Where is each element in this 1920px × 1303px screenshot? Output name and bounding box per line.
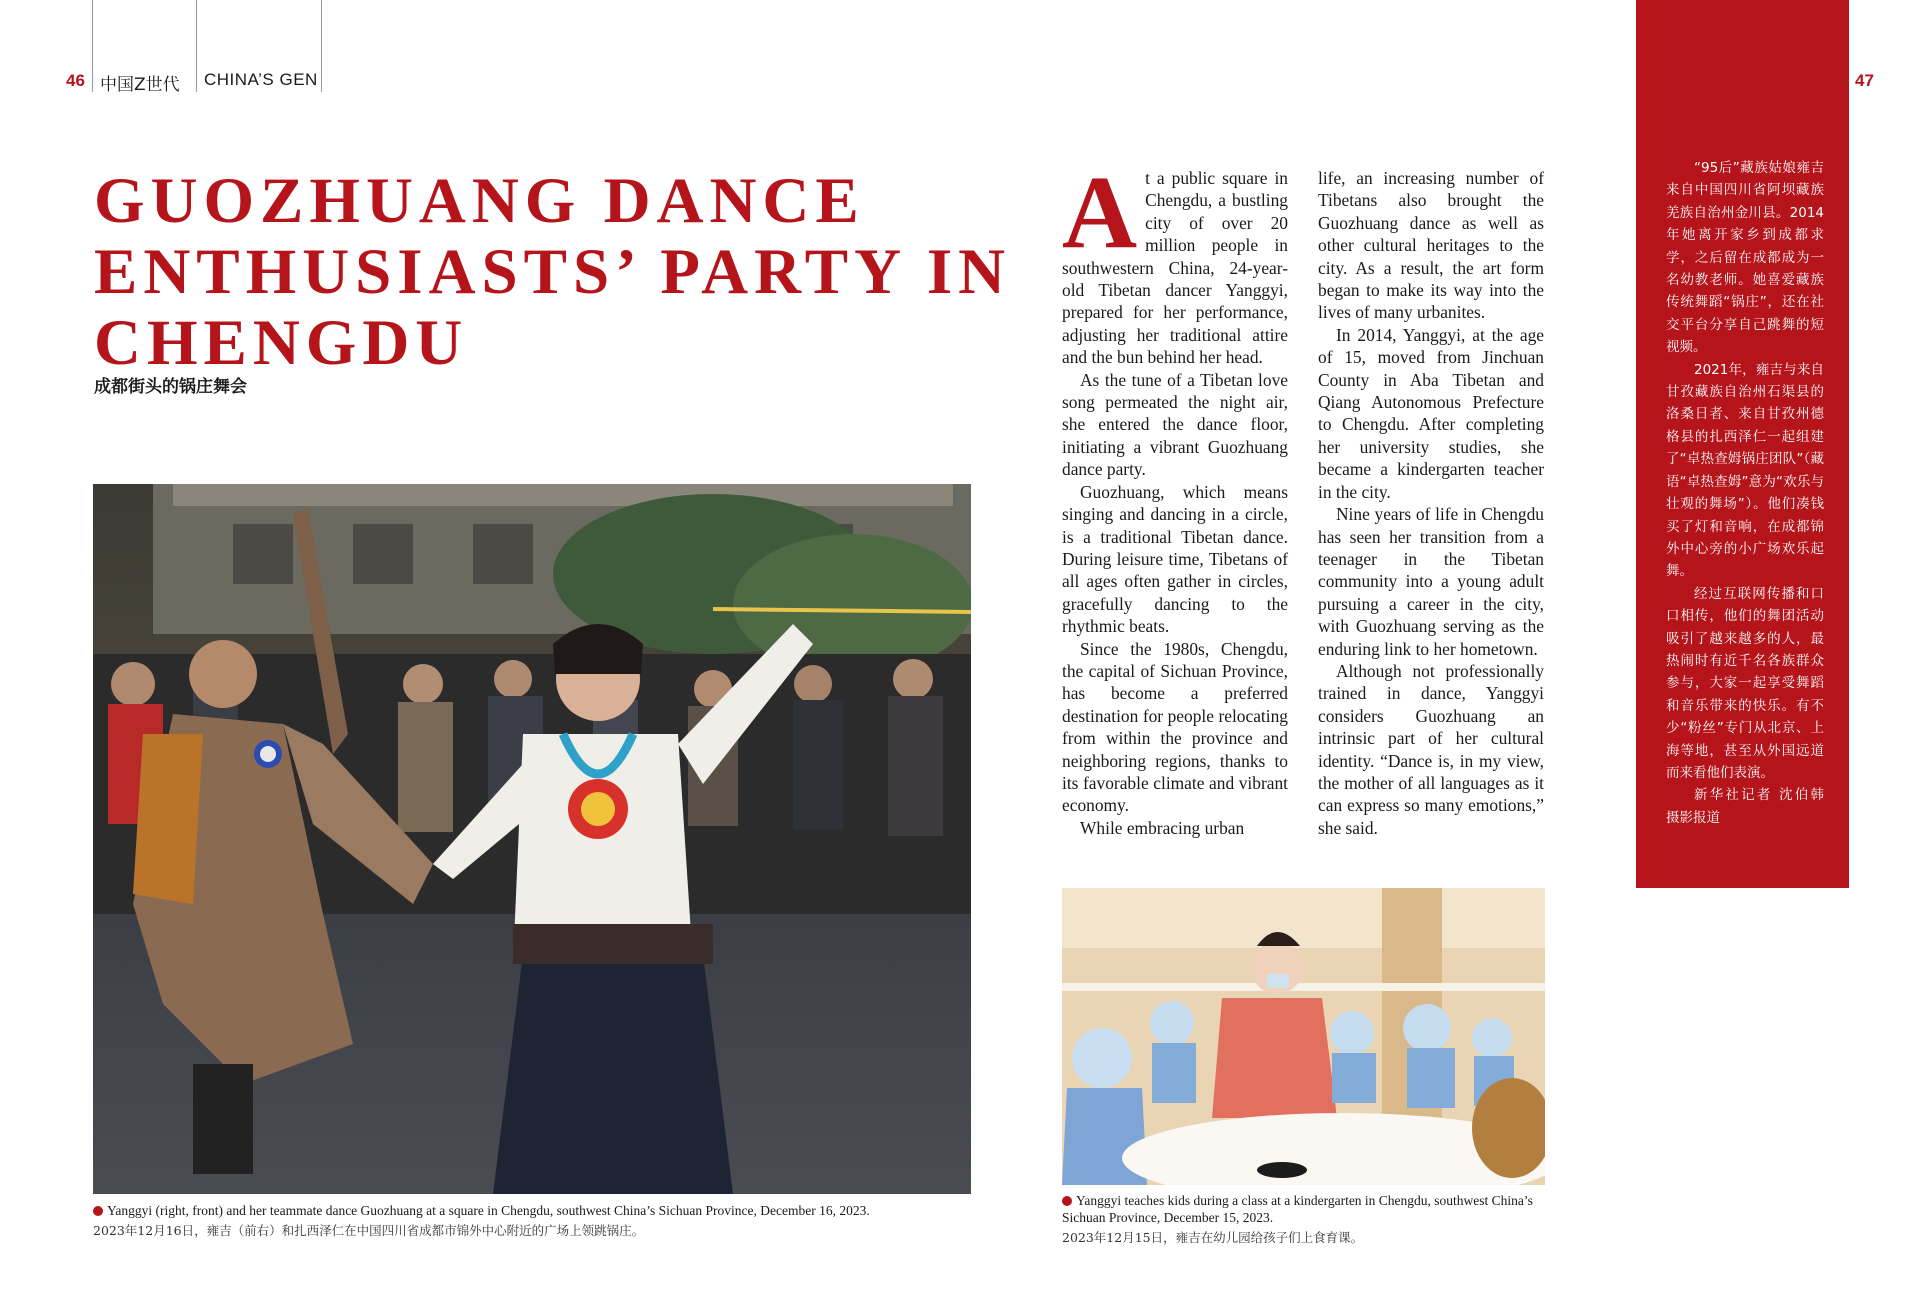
article-paragraph: life, an increasing number of Tibetans also brought the Guozhuang dance as well as other cultural heritages to the city. As a result, the art form began to make its way into the lives of many urbanites. — [1318, 168, 1544, 323]
article-paragraph: As the tune of a Tibetan love song permeated the night air, she entered the dance floor, initiating a vibrant Guozhuang dance party. — [1062, 369, 1288, 480]
kindergarten-photo-caption-text: Yanggyi teaches kids during a class at a kindergarten in Chengdu, southwest China’s Sichuan Province, December 15, 2023. — [1062, 1193, 1533, 1225]
section-label-en: CHINA’S GEN — [204, 70, 318, 89]
article-paragraph: Although not professionally trained in dance, Yanggyi considers Guozhuang an intrinsic part of her cultural identity. “Dance is, in my view, the mother of all languages as it can express so many emotions,” she said. — [1318, 660, 1544, 838]
article-subtitle-cn: 成都街头的锅庄舞会 — [94, 377, 247, 397]
main-photo-caption-text: Yanggyi (right, front) and her teammate dance Guozhuang at a square in Chengdu, southwest China’s Sichuan Province, December 16, 2023. — [107, 1203, 870, 1218]
chinese-summary-text — [1666, 157, 1824, 829]
article-paragraph: At a public square in Chengdu, a bustling city of over 20 million people in southwestern China, 24-year-old Tibetan dancer Yanggyi, prepared for her performance, adjusting her traditional attire and the bun behind her head. — [1062, 155, 1288, 368]
article-column-2 — [1318, 167, 1544, 839]
article-paragraph: Since the 1980s, Chengdu, the capital of Sichuan Province, has become a preferred destination for people relocating from within the province and neighboring regions, thanks to its favorable climate and vibrant economy. — [1062, 638, 1288, 816]
main-photo-caption — [93, 1202, 973, 1219]
page-number-left: 46 — [66, 71, 85, 90]
summary-paragraph: 2021年，雍吉与来自甘孜藏族自治州石渠县的洛桑日者、来自甘孜州德格县的扎西泽仁一起组建了“卓热查姆锅庄团队”（藏语“卓热查姆”意为“欢乐与壮观的舞场”）。他们凑钱买了灯和音响，在成都锦外中心旁的小广场欢乐起舞。 — [1666, 361, 1824, 580]
photographer-credit: 新华社记者 沈伯韩 摄影报道 — [1666, 787, 1824, 826]
main-photo — [93, 484, 971, 1194]
article-title — [94, 165, 1012, 379]
header-rule — [92, 0, 93, 92]
drop-cap: A — [1062, 155, 1138, 270]
header-rule — [321, 0, 322, 92]
article-paragraph: While embracing urban — [1080, 817, 1245, 838]
camera-icon — [1062, 1196, 1072, 1206]
main-photo-caption-cn: 2023年12月16日，雍吉（前右）和扎西泽仁在中国四川省成都市锦外中心附近的广场上领跳锅庄。 — [93, 1223, 645, 1238]
summary-paragraph: 经过互联网传播和口口相传，他们的舞团活动吸引了越来越多的人，最热闹时有近千名各族群众参与，大家一起享受舞蹈和音乐带来的快乐。有不少“粉丝”专门从北京、上海等地，甚至从外国远道而来看他们表演。 — [1666, 585, 1824, 781]
article-column-1 — [1062, 155, 1288, 839]
section-label-cn: 中国Z世代 — [100, 75, 180, 95]
title-line: ENTHUSIASTS’ PARTY IN — [94, 236, 1012, 308]
kindergarten-photo — [1062, 888, 1545, 1185]
page-number-right: 47 — [1855, 71, 1874, 90]
title-line: CHENGDU — [94, 307, 469, 379]
article-paragraph: In 2014, Yanggyi, at the age of 15, moved from Jinchuan County in Aba Tibetan and Qiang Autonomous Prefecture to Chengdu. After completing her university studies, she became a kindergarten teacher in the city. — [1318, 324, 1544, 502]
kindergarten-photo-caption-cn: 2023年12月15日，雍吉在幼儿园给孩子们上食育课。 — [1062, 1230, 1364, 1245]
article-paragraph: Nine years of life in Chengdu has seen her transition from a teenager in the Tibetan community into a young adult pursuing a career in the city, with Guozhuang serving as the enduring link to her hometown. — [1318, 504, 1544, 659]
kindergarten-photo-caption — [1062, 1192, 1552, 1226]
header-rule — [196, 0, 197, 92]
summary-paragraph: “95后”藏族姑娘雍吉来自中国四川省阿坝藏族羌族自治州金川县。2014年她离开家乡到成都求学，之后留在成都成为一名幼教老师。她喜爱藏族传统舞蹈“锅庄”，还在社交平台分享自己跳舞的短视频。 — [1666, 160, 1824, 356]
title-line: GUOZHUANG DANCE — [94, 165, 865, 237]
article-paragraph: Guozhuang, which means singing and dancing in a circle, is a traditional Tibetan dance. During leisure time, Tibetans of all ages often gather in circles, gracefully dancing to the rhythmic beats. — [1062, 481, 1288, 637]
camera-icon — [93, 1206, 103, 1216]
